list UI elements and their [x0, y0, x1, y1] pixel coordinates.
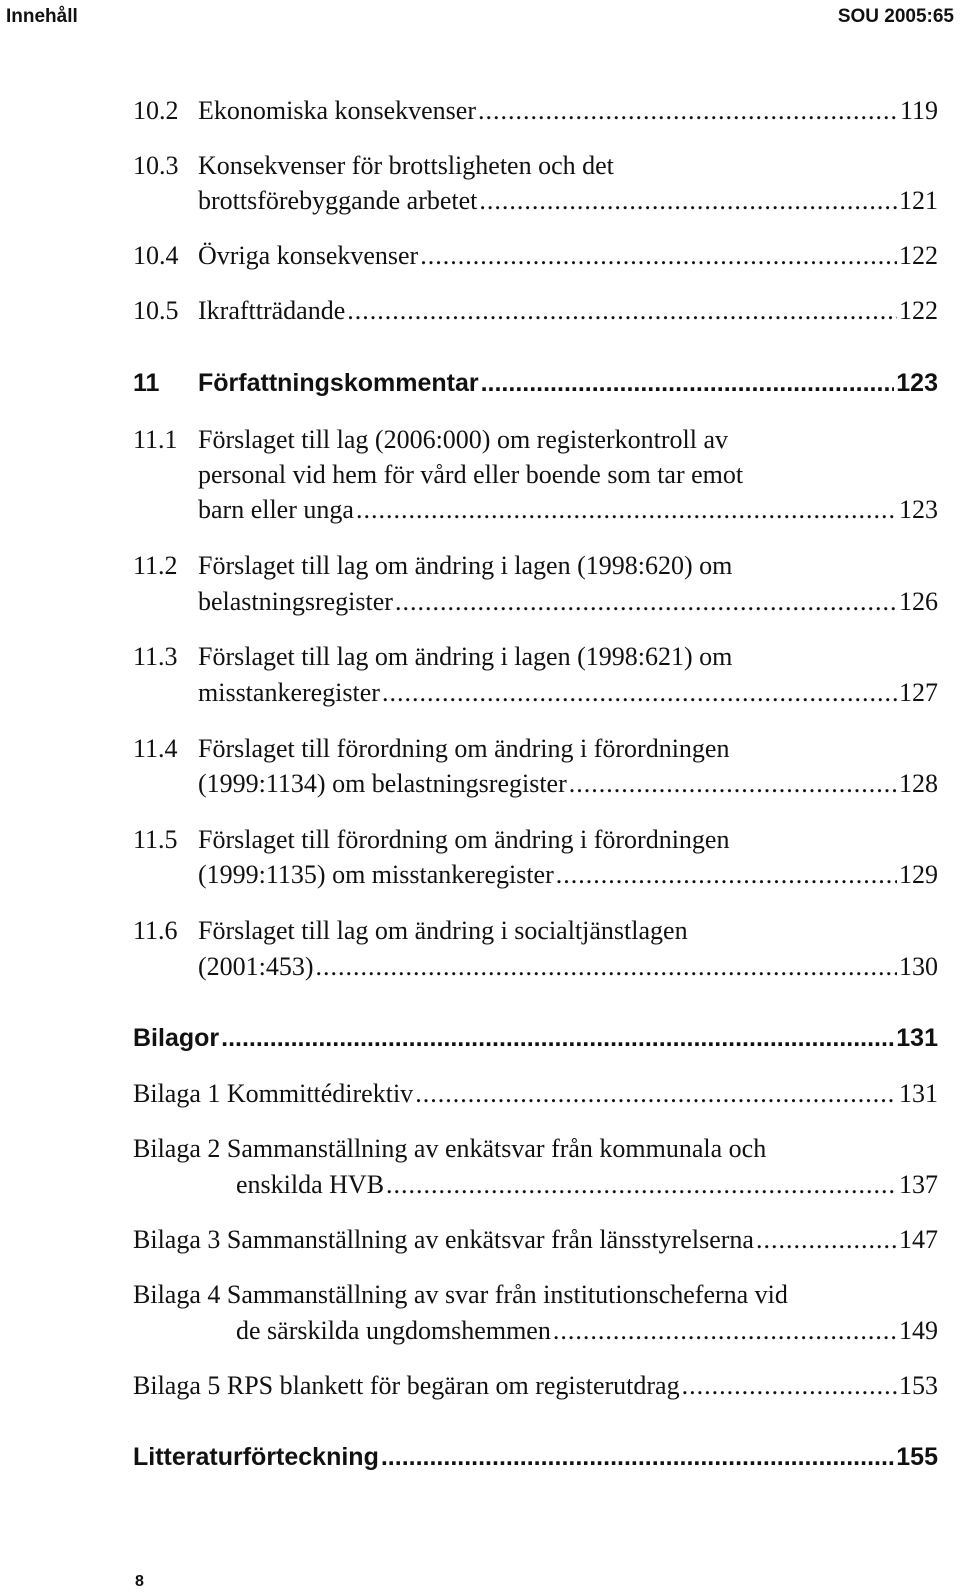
entry-number: 11.2: [133, 551, 178, 580]
entry-page: 128: [899, 769, 938, 798]
dot-leader: [356, 497, 897, 523]
dot-leader: [478, 98, 898, 124]
entry-title: Bilaga 1 Kommittédirektiv: [133, 1079, 414, 1108]
toc-chapter-bilagor[interactable]: [133, 1026, 938, 1051]
toc-entry-10-4[interactable]: [133, 243, 938, 269]
toc-entry-10-3-line1[interactable]: [133, 153, 614, 179]
entry-title: Ikraftträdande: [198, 296, 346, 325]
entry-title: (1999:1135) om misstankeregister: [198, 860, 554, 889]
entry-page: 122: [899, 296, 938, 325]
toc-entry-11-6-line1[interactable]: [133, 918, 688, 944]
entry-title: Bilaga 5 RPS blankett för begäran om registerutdrag: [133, 1371, 680, 1400]
dot-leader: [381, 1445, 894, 1470]
entry-number: 10.2: [133, 96, 179, 125]
chapter-page: 123: [896, 369, 938, 397]
entry-number: 11.3: [133, 642, 178, 671]
dot-leader: [553, 1318, 897, 1344]
entry-title: Ekonomiska konsekvenser: [198, 96, 477, 125]
entry-title: Bilaga 3 Sammanställning av enkätsvar från länsstyrelserna: [133, 1225, 754, 1254]
entry-page: 129: [899, 860, 938, 889]
dot-leader: [221, 1026, 894, 1051]
chapter-title: Författningskommentar: [198, 369, 479, 397]
dot-leader: [756, 1227, 897, 1253]
dot-leader: [382, 680, 897, 706]
entry-number: 11.1: [133, 425, 178, 454]
entry-title: Förslaget till förordning om ändring i förordningen: [198, 734, 730, 763]
entry-number: 10.4: [133, 241, 179, 270]
entry-page: 137: [899, 1170, 938, 1199]
toc-entry-11-5-line1[interactable]: [133, 827, 729, 853]
entry-page: 153: [899, 1371, 938, 1400]
chapter-page: 131: [896, 1024, 938, 1052]
toc-entry-11-5[interactable]: [198, 862, 938, 888]
toc-entry-11-6[interactable]: [198, 954, 938, 980]
dot-leader: [569, 771, 897, 797]
dot-leader: [347, 298, 897, 324]
toc-entry-bilaga-2[interactable]: [236, 1172, 938, 1198]
dot-leader: [420, 243, 897, 269]
entry-title: Förslaget till förordning om ändring i förordningen: [198, 825, 730, 854]
chapter-title: Bilagor: [133, 1024, 220, 1052]
entry-page: 127: [899, 678, 938, 707]
entry-title: Förslaget till lag (2006:000) om registerkontroll av: [198, 425, 729, 454]
chapter-title: Litteraturförteckning: [133, 1443, 379, 1471]
dot-leader: [481, 371, 895, 396]
toc-entry-11-1[interactable]: [198, 497, 938, 523]
entry-title: Förslaget till lag om ändring i socialtjänstlagen: [198, 916, 688, 945]
entry-number: 10.3: [133, 151, 179, 180]
toc-entry-11-1-line1[interactable]: [133, 427, 728, 453]
dot-leader: [395, 589, 897, 615]
entry-title: Konsekvenser för brottsligheten och det: [198, 151, 614, 180]
section-title: Innehåll: [6, 6, 78, 27]
publication-id: SOU 2005:65: [837, 6, 954, 27]
entry-title: barn eller unga: [198, 495, 354, 524]
dot-leader: [556, 862, 897, 888]
dot-leader: [316, 954, 897, 980]
entry-title: Förslaget till lag om ändring i lagen (1998:621) om: [198, 642, 733, 671]
dot-leader: [415, 1081, 897, 1107]
toc-chapter-litteratur[interactable]: [133, 1445, 938, 1470]
entry-page: 121: [899, 186, 938, 215]
entry-page: 130: [899, 952, 938, 981]
dot-leader: [386, 1172, 897, 1198]
toc-entry-bilaga-2-line1[interactable]: Bilaga 2 Sammanställning av enkätsvar från kommunala och: [133, 1134, 767, 1163]
toc-entry-11-1-line2: personal vid hem för vård eller boende som tar emot: [198, 460, 744, 489]
page-number: 8: [135, 1573, 144, 1590]
dot-leader: [479, 188, 897, 214]
toc-entry-10-5[interactable]: [133, 298, 938, 324]
entry-page: 149: [899, 1316, 938, 1345]
running-header: [0, 6, 960, 36]
toc-entry-bilaga-5[interactable]: [133, 1373, 938, 1399]
toc-entry-11-3[interactable]: [198, 680, 938, 706]
toc-entry-10-3[interactable]: [198, 188, 938, 214]
toc-entry-bilaga-1[interactable]: [133, 1081, 938, 1107]
entry-page: 122: [899, 241, 938, 270]
toc-chapter-11[interactable]: [133, 371, 938, 396]
entry-number: 11.4: [133, 734, 178, 763]
toc-entry-bilaga-3[interactable]: [133, 1227, 938, 1253]
entry-title: (2001:453): [198, 952, 314, 981]
entry-title: Förslaget till lag om ändring i lagen (1998:620) om: [198, 551, 733, 580]
toc-entry-11-2[interactable]: [198, 589, 938, 615]
toc-entry-bilaga-4[interactable]: [236, 1318, 938, 1344]
toc-entry-11-4[interactable]: [198, 771, 938, 797]
entry-page: 123: [899, 495, 938, 524]
toc-entry-10-2[interactable]: [133, 98, 938, 124]
entry-number: 11.5: [133, 825, 178, 854]
entry-title: enskilda HVB: [236, 1170, 385, 1199]
entry-number: 11.6: [133, 916, 178, 945]
entry-title: (1999:1134) om belastningsregister: [198, 769, 567, 798]
toc-entry-11-4-line1[interactable]: [133, 736, 729, 762]
entry-page: 126: [899, 587, 938, 616]
toc-entry-bilaga-4-line1[interactable]: Bilaga 4 Sammanställning av svar från institutionscheferna vid: [133, 1280, 788, 1309]
toc-entry-11-2-line1[interactable]: [133, 553, 732, 579]
chapter-number: 11: [133, 369, 160, 397]
entry-title: Övriga konsekvenser: [198, 241, 419, 270]
entry-title: brottsförebyggande arbetet: [198, 186, 478, 215]
entry-title: misstankeregister: [198, 678, 380, 707]
entry-page: 119: [899, 96, 938, 125]
chapter-page: 155: [896, 1443, 938, 1471]
entry-page: 147: [899, 1225, 938, 1254]
dot-leader: [682, 1373, 897, 1399]
entry-title: de särskilda ungdomshemmen: [236, 1316, 551, 1345]
entry-number: 10.5: [133, 296, 179, 325]
entry-page: 131: [899, 1079, 938, 1108]
entry-title: belastningsregister: [198, 587, 393, 616]
toc-entry-11-3-line1[interactable]: [133, 644, 732, 670]
